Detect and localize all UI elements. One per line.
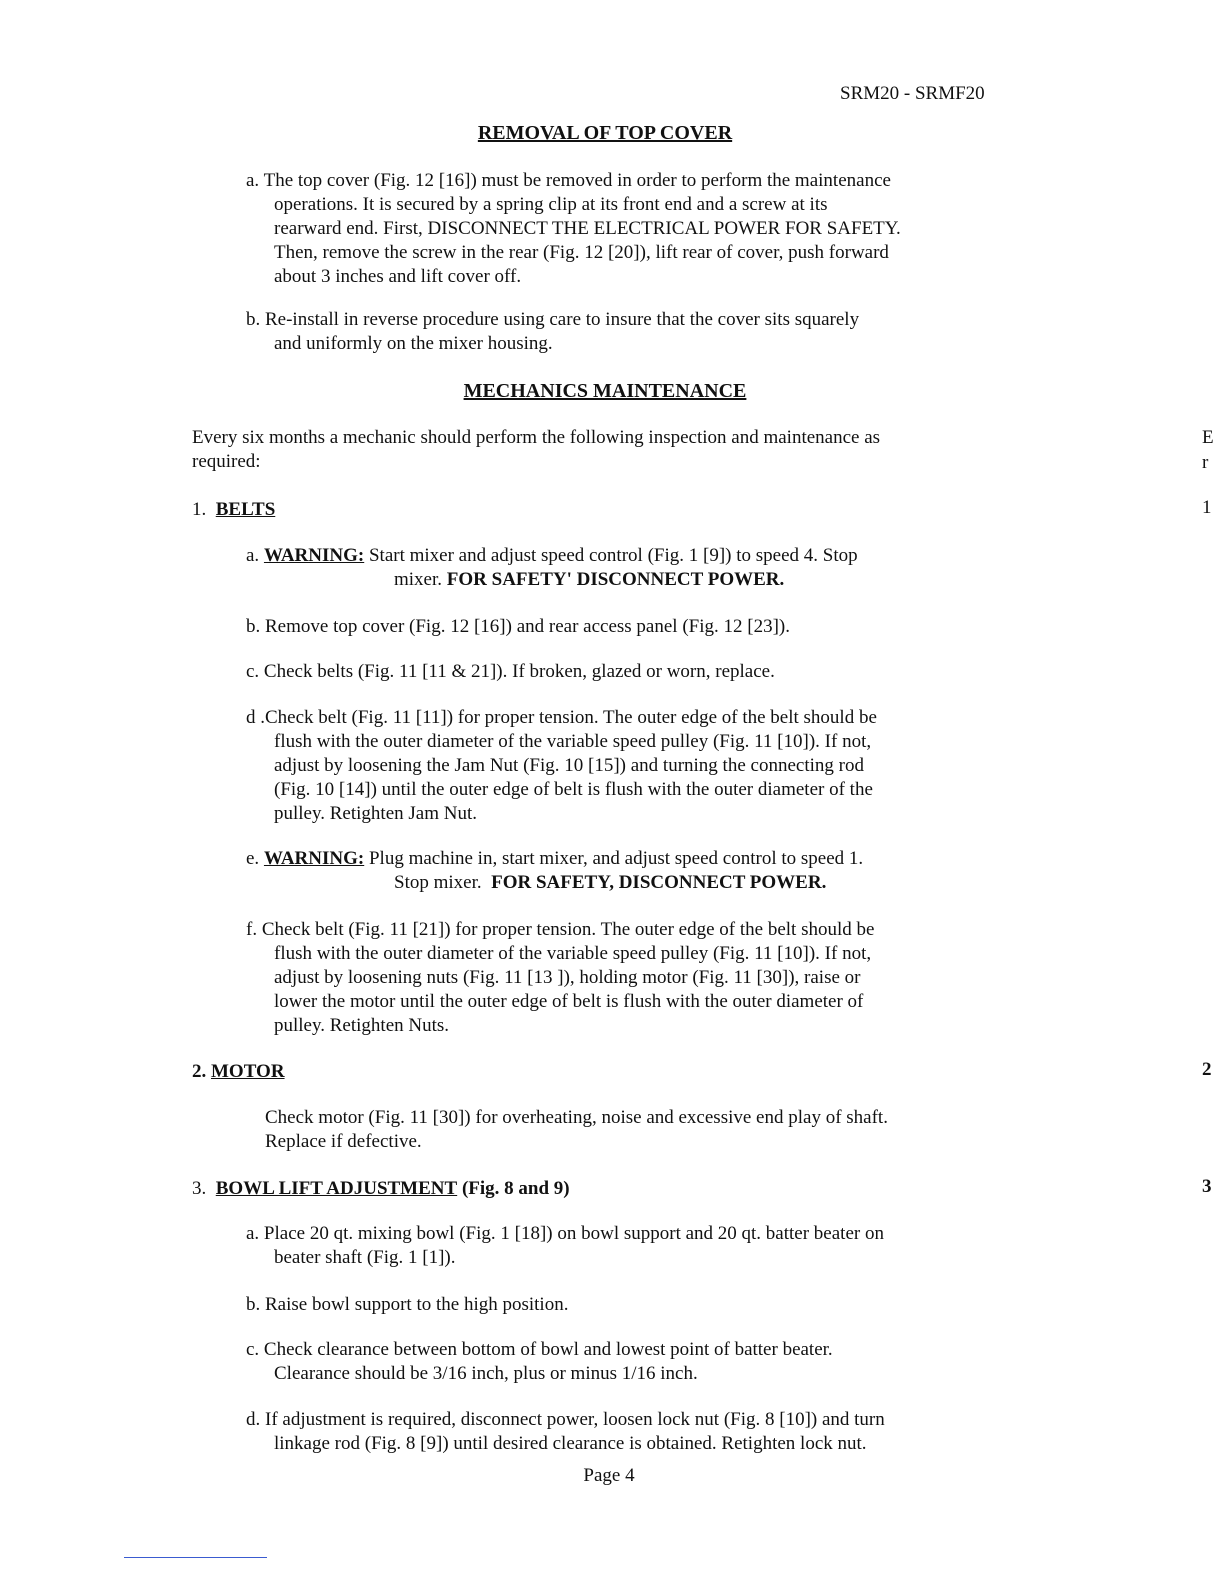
bowl-step-a (246, 1222, 1046, 1270)
line: beater shaft (Fig. 1 [1]). (274, 1247, 456, 1268)
step-label: e. (246, 848, 260, 869)
footer-rule (124, 1557, 267, 1558)
bowl-step-b: b. Raise bowl support to the high position. (246, 1294, 569, 1315)
line: pulley. Retighten Nuts. (274, 1015, 450, 1036)
line: a. Place 20 qt. mixing bowl (Fig. 1 [18]) on bowl support and 20 qt. batter beater on (246, 1223, 884, 1244)
section-title-mechanics: MECHANICS MAINTENANCE (463, 380, 747, 402)
line: f. Check belt (Fig. 11 [21]) for proper tension. The outer edge of the belt should be (246, 919, 875, 940)
line: Plug machine in, start mixer, and adjust speed control to speed 1. (368, 848, 864, 869)
page-number: Page 4 (583, 1465, 635, 1486)
edge-fragment: 1 (1202, 497, 1212, 518)
belts-step-f (246, 918, 1046, 1038)
line: pulley. Retighten Jam Nut. (274, 803, 477, 824)
belts-step-a (246, 544, 1046, 592)
document-code: SRM20 - SRMF20 (840, 83, 985, 104)
section-title-bowl: BOWL LIFT ADJUSTMENT (215, 1178, 458, 1199)
motor-heading (192, 1060, 285, 1084)
step-label: a. (246, 170, 260, 191)
line: Every six months a mechanic should perform the following inspection and maintenance as (192, 427, 881, 448)
belts-heading (192, 498, 275, 522)
section-number: 1. (192, 499, 207, 520)
line: linkage rod (Fig. 8 [9]) until desired clearance is obtained. Retighten lock nut. (274, 1433, 867, 1454)
line: flush with the outer diameter of the variable speed pulley (Fig. 11 [10]). If not, (274, 943, 872, 964)
line: adjust by loosening nuts (Fig. 11 [13 ]), holding motor (Fig. 11 [30]), raise or (274, 967, 861, 988)
line: Start mixer and adjust speed control (Fig. 1 [9]) to speed 4. Stop (368, 545, 858, 566)
bowl-heading (192, 1177, 570, 1201)
belts-step-b: b. Remove top cover (Fig. 12 [16]) and rear access panel (Fig. 12 [23]). (246, 616, 790, 637)
belts-step-d (246, 706, 1046, 826)
bowl-step-c (246, 1338, 1046, 1386)
belts-step-c: c. Check belts (Fig. 11 [11 & 21]). If broken, glazed or worn, replace. (246, 661, 775, 682)
section-title-suffix: (Fig. 8 and 9) (461, 1178, 570, 1199)
removal-step-a (246, 169, 1046, 289)
line: lower the motor until the outer edge of belt is flush with the outer diameter of (274, 991, 864, 1012)
mechanics-intro (192, 426, 1032, 474)
line: flush with the outer diameter of the variable speed pulley (Fig. 11 [10]). If not, (274, 731, 872, 752)
edge-fragment: 3 (1202, 1176, 1212, 1197)
line: Check motor (Fig. 11 [30]) for overheating, noise and excessive end play of shaft. (265, 1107, 888, 1128)
line: Clearance should be 3/16 inch, plus or minus 1/16 inch. (274, 1363, 698, 1384)
line: d .Check belt (Fig. 11 [11]) for proper tension. The outer edge of the belt should be (246, 707, 877, 728)
section-number: 2. (192, 1061, 207, 1082)
line: rearward end. First, DISCONNECT THE ELECTRICAL POWER FOR SAFETY. (274, 218, 901, 239)
line: adjust by loosening the Jam Nut (Fig. 10 [15]) and turning the connecting rod (274, 755, 864, 776)
step-label: a. (246, 545, 260, 566)
warning-label: WARNING: (263, 545, 365, 566)
step-label: b. (246, 309, 261, 330)
belts-step-e (246, 847, 1046, 895)
line: (Fig. 10 [14]) until the outer edge of belt is flush with the outer diameter of the (274, 779, 873, 800)
section-title-motor: MOTOR (211, 1061, 285, 1082)
line: and uniformly on the mixer housing. (274, 333, 553, 354)
edge-fragment: 2 (1202, 1059, 1212, 1080)
line: mixer. (394, 569, 443, 590)
bowl-step-d (246, 1408, 1046, 1456)
line: c. Check clearance between bottom of bowl and lowest point of batter beater. (246, 1339, 833, 1360)
warning-label: WARNING: (263, 848, 365, 869)
line: The top cover (Fig. 12 [16]) must be removed in order to perform the maintenance (263, 170, 891, 191)
line: operations. It is secured by a spring clip at its front end and a screw at its (274, 194, 828, 215)
line: Replace if defective. (265, 1131, 422, 1152)
line: Stop mixer. (394, 872, 482, 893)
section-number: 3. (192, 1178, 207, 1199)
removal-step-b (246, 308, 1046, 356)
safety-warning: FOR SAFETY, DISCONNECT POWER. (491, 872, 827, 893)
safety-warning: FOR SAFETY' DISCONNECT POWER. (446, 569, 785, 590)
line: Re-install in reverse procedure using care to insure that the cover sits squarely (265, 309, 860, 330)
section-title-removal: REMOVAL OF TOP COVER (477, 122, 733, 144)
edge-fragment: r (1202, 452, 1209, 473)
motor-text (265, 1106, 1065, 1154)
edge-fragment: E (1202, 427, 1214, 448)
line: required: (192, 451, 261, 472)
section-title-belts: BELTS (215, 499, 276, 520)
line: d. If adjustment is required, disconnect power, loosen lock nut (Fig. 8 [10]) and turn (246, 1409, 885, 1430)
line: Then, remove the screw in the rear (Fig. 12 [20]), lift rear of cover, push forward (274, 242, 889, 263)
line: about 3 inches and lift cover off. (274, 266, 522, 287)
